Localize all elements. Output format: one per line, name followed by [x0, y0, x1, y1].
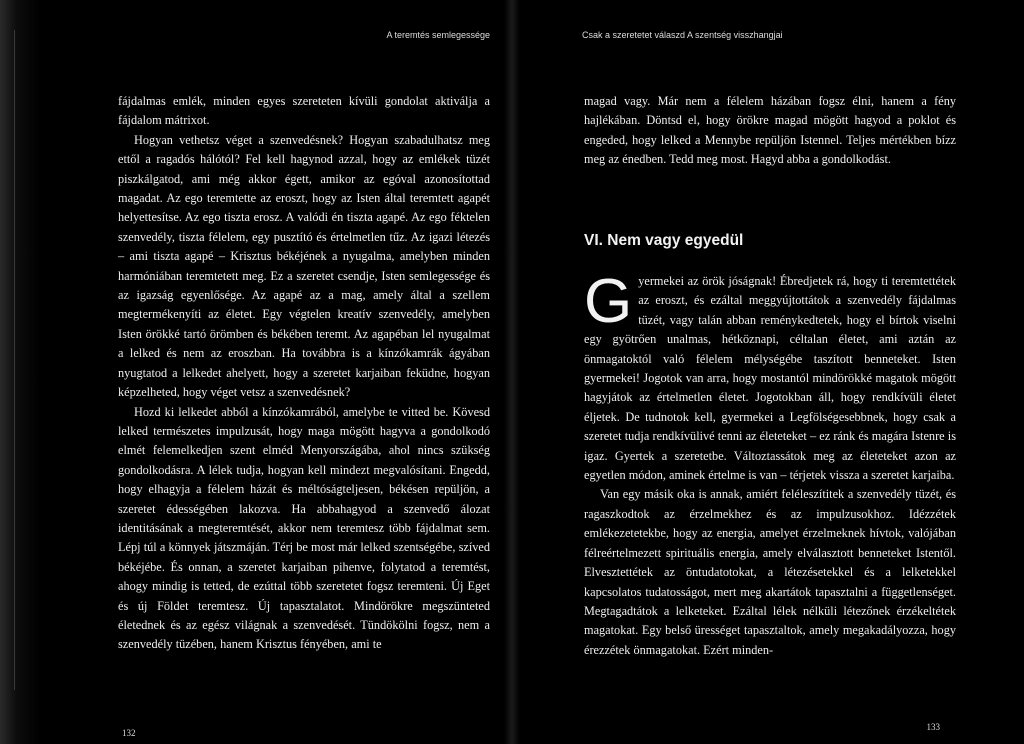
paragraph: magad vagy. Már nem a félelem házában fogsz élni, hanem a fény hajlékában. Döntsd el, hogy örökre magad mögött hagyod a poklot és engeded, hogy lelked a Mennybe repüljön Istennel. Teljes mértékben bízz meg az énedben. Tedd meg most. Hagyd abba a gondolkodást.	[584, 94, 956, 167]
running-head-right: Csak a szeretetet válaszd A szentség visszhangjai	[582, 30, 783, 40]
left-body-text	[118, 92, 490, 655]
right-body-text	[584, 92, 956, 170]
paragraph: Hozd ki lelkedet abból a kínzókamrából, amelybe te vitted be. Kövesd lelked természetes impulzusát, hogy maga mögött hagyva a gondolkodó elmét felemelkedjen szent elméd Menyországába, ahol nincs szükség gondolkodásra. A lélek tudja, hogyan kell mindezt megvalósítani. Engedd, hogy elhagyja a félelem házát és méltóságteljesen, békésen repüljön, a szeretet édességében lakozva. Ha abbahagyod a szenvedő álozat identitásának a megteremtését, akkor nem teremtesz több fájdalmat sem. Lépj túl a könnyek játszmáján. Térj be most már lelked szentségébe, szíved békéjébe. És onnan, a szeretet karjaiban pihenve, folytatod a teremtést, ahogy mindig is tetted, de ezúttal több szeretetet fogsz teremteni. Új Eget és új Földet teremtesz. Új tapasztalatot. Mindörökre megszünteted életednek és az egész világnak a szenvedését. Tündökölni fogsz, nem a szenvedély tüzében, hanem Krisztus fényében, ami te	[118, 404, 490, 652]
paragraph: fájdalmas emlék, minden egyes szereteten kívüli gondolat aktiválja a fájdalom mátrixot.	[118, 94, 490, 128]
paragraph-text: yermekei az örök jóságnak! Ébredjetek rá, hogy ti teremtettétek az eroszt, és ezáltal meggyújtottátok a szenvedély fájdalmas tüzét, vagy talán abban reménykedtetek, hogy el bírtok viselni egy gyötrően unalmas, hétköznapi, céltalan életet, ami aztán az önmagatoktól való félelem mélységébe taszított benneteket. Isten gyermekei! Jogotok van arra, hogy mostantól mindörökké magatok mögött hagyjátok az értelmetlen életet. Jogotokban áll, hogy rendkívüli életet éljetek. De tudnotok kell, gyermekei a Legfölségesebbnek, hogy csak a szeretet tudja rendkívülivé tenni az életeteket – ez ránk és magára Istenre is igaz. Gyertek a szeretetbe. Változtassátok meg az életeteket azon az egyetlen módon, aminek értelme is van – térjetek vissza a szeretet karjaiba.	[584, 274, 956, 483]
right-page	[512, 0, 1024, 744]
page-number-left: 132	[122, 728, 136, 738]
page-number-right: 133	[926, 722, 940, 732]
page-curl-shadow	[0, 0, 40, 744]
paragraph: Van egy másik oka is annak, amiért feléleszítitek a szenvedély tüzét, és ragaszkodtok az érzelmekhez és az impulzusokhoz. Idézzétek emlékezetetekbe, hogy az energia, amelyet érzelmeknek hívtok, valójában félreértelmezett spirituális energia, amely elválasztott benneteket Istentől. Elvesztettétek az öntudatotokat, a létezésetekkel és a lelketekkel kapcsolatos tudatosságot, mert meg akartátok tapasztalni a függetlenséget. Megtagadtátok a lelketeket. Ezáltal lélek nélküli létezőnek érzékeltétek magatokat. Egy belső ürességet tapasztaltok, amely megakadályozza, hogy érezzétek önmagatokat. Ezért minden-	[584, 487, 956, 657]
paragraph	[584, 267, 956, 485]
drop-cap: G	[584, 267, 633, 336]
running-head-left: A teremtés semlegessége	[386, 30, 490, 40]
section-body-text	[584, 267, 956, 660]
page-curl-edge	[14, 30, 15, 690]
section-heading: VI. Nem vagy egyedül	[584, 232, 744, 249]
paragraph: Hogyan vethetsz véget a szenvedésnek? Hogyan szabadulhatsz meg ettől a ragadós hálótól? Fel kell hagynod azzal, hogy az emlékek tüzét piszkálgatod, ami még akkor égett, amikor az egóval azonosítottad magadat. Az ego teremtette az eroszt, hogy az Isten által teremtett agapét helyettesítse. Az ego tiszta erosz. A valódi én tiszta agapé. Az ego féktelen szenvedély, tiszta félelem, egy pusztító és értelmetlen tűz. Az igazi létezés – ami tiszta agapé – Krisztus békéjének a nyugalma, amelyben minden harmóniában teremtetett meg. Ez a szeretet csendje, Isten semlegessége és az igazság egyenlősége. Az agapé az a mag, amely által a szellem megtermékenyíti az életet. Egy végtelen kreatív szenvedély, amelyben Isten örökké tartó örömben és békében teremt. Az agapéban lel nyugalmat a lelked és nem az eroszban. Ha továbbra is a kínzókamrák ágyában nyugtatod a lelkedet ahelyett, hogy a szeretet karjaiban feküdne, hogyan képzelheted, hogy véget vetsz a szenvedésnek?	[118, 132, 490, 400]
